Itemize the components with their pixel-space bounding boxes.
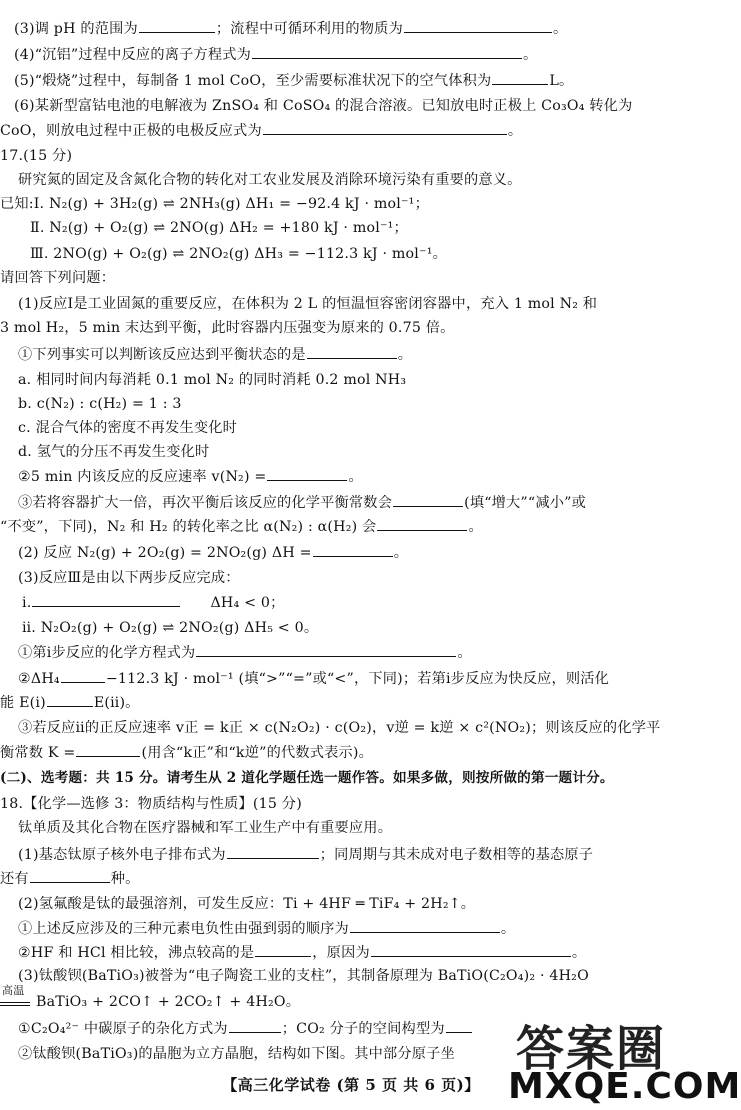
answer-blank[interactable] <box>492 70 548 85</box>
footer-text: 【高三化学试卷 (第 5 页 共 6 页)】 <box>222 1076 480 1094</box>
answer-blank[interactable] <box>313 542 393 557</box>
answer-blank[interactable] <box>350 918 500 933</box>
period: 。 <box>507 123 523 139</box>
q17-3-text: (3)反应Ⅲ是由以下两步反应完成： <box>18 570 240 586</box>
period: 。 <box>468 519 483 535</box>
elective-instructions <box>0 768 614 788</box>
reaction-3-text: Ⅲ. 2NO(g) + O₂(g) ⇌ 2NO₂(g) ΔH₃ = −112.3 kJ · mol⁻¹。 <box>30 246 447 262</box>
answer-blank[interactable] <box>404 18 552 33</box>
equals-sign <box>0 1002 30 1006</box>
q18-1-text-b: ；同周期与其未成对电子数相等的基态原子 <box>319 847 594 863</box>
answer-blank[interactable] <box>139 18 215 33</box>
q17-3-sub1 <box>18 642 472 663</box>
reaction-2 <box>30 218 408 238</box>
q18-1-line1 <box>18 844 593 865</box>
q17-3-sub2-text-d: E(ⅱ)。 <box>93 695 140 711</box>
q17-1-line1 <box>18 294 597 314</box>
reaction-1-text: 已知:Ⅰ. N₂(g) + 3H₂(g) ⇌ 2NH₃(g) ΔH₁ = −92.4 kJ · mol⁻¹； <box>0 196 429 212</box>
option-d <box>18 442 209 462</box>
elective-instructions-text: (二)、选考题：共 15 分。请考生从 2 道化学题任选一题作答。如果多做，则按所做的第一题计分。 <box>0 770 614 786</box>
period: 。 <box>457 645 472 661</box>
q18-heading <box>0 794 302 814</box>
q17-1-sub2 <box>18 466 363 487</box>
option-a <box>18 370 406 390</box>
prompt <box>0 268 115 288</box>
q18-3-sub1-text: ①C₂O₄²⁻ 中碳原子的杂化方式为 <box>18 1021 228 1037</box>
q17-1-text: (1)反应Ⅰ是工业固氮的重要反应，在体积为 2 L 的恒温恒容密闭容器中，充入 1 mol N₂ 和 <box>18 296 598 312</box>
q16-4 <box>14 44 537 65</box>
q16-5-text-a: (5)“煅烧”过程中，每制备 1 mol CoO，至少需要标准状况下的空气体积为 <box>14 73 492 89</box>
q16-6-text-b: CoO，则放电过程中正极的电极反应式为 <box>0 123 262 139</box>
q17-3-sub3-text-c: (用含“k正”和“k逆”的代数式表示)。 <box>141 745 374 761</box>
q16-4-text: (4)“沉铝”过程中反应的离子方程式为 <box>14 47 252 63</box>
answer-blank[interactable] <box>255 942 311 957</box>
q17-3-sub2-text-b: −112.3 kJ · mol⁻¹ (填“>”“=”或“<”，下同)；若第ⅰ步反应为快反应，则活化 <box>105 671 610 687</box>
answer-blank[interactable] <box>393 492 463 507</box>
period: 。 <box>500 921 516 937</box>
answer-blank[interactable] <box>30 868 110 883</box>
period: 。 <box>523 47 538 63</box>
q18-3-sub2 <box>18 1044 455 1064</box>
q17-3-sub1-text: ①第ⅰ步反应的化学方程式为 <box>18 645 196 661</box>
q17-3-sub3-text-b: 衡常数 K = <box>0 745 76 761</box>
q17-2-text: (2) 反应 N₂(g) + 2O₂(g) = 2NO₂(g) ΔH = <box>18 545 312 561</box>
q16-6-line1 <box>14 96 632 116</box>
answer-blank[interactable] <box>76 742 140 757</box>
answer-blank[interactable] <box>61 668 105 683</box>
q18-intro <box>18 818 392 838</box>
q18-title: 18.【化学—选修 3：物质结构与性质】(15 分) <box>0 796 302 812</box>
q17-3-sub2-line2 <box>0 692 140 713</box>
prompt-text: 请回答下列问题： <box>0 270 116 286</box>
q18-2 <box>18 894 475 914</box>
watermark-logo: 答案圈 <box>516 1021 667 1077</box>
step-1-enthalpy: ΔH₄ < 0； <box>210 595 285 611</box>
site-watermark <box>502 1004 741 1108</box>
q17-1-sub3-text-b: (填“增大”“减小”或 <box>464 495 586 511</box>
reaction-3 <box>30 244 447 264</box>
q18-1-text-c: 还有 <box>0 871 29 887</box>
q18-3-text: (3)钛酸钡(BaTiO₃)被誉为“电子陶瓷工业的支柱”，其制备原理为 BaTiO(C₂O₄)₂ · 4H₂O <box>18 968 589 984</box>
answer-blank[interactable] <box>32 592 180 607</box>
answer-blank[interactable] <box>446 1018 472 1033</box>
option-c-text: c. 混合气体的密度不再发生变化时 <box>18 420 237 436</box>
q17-3 <box>18 568 240 588</box>
q18-2-sub2-text: ②HF 和 HCl 相比较，沸点较高的是 <box>18 945 255 961</box>
q18-3-sub1 <box>18 1018 473 1039</box>
step-1 <box>22 592 284 613</box>
answer-blank[interactable] <box>196 642 456 657</box>
q16-3-text-a: (3)调 pH 的范围为 <box>14 21 138 37</box>
q18-2-sub1 <box>18 918 515 939</box>
answer-blank[interactable] <box>229 1018 281 1033</box>
high-temp-label: 高温 <box>2 984 25 997</box>
high-temp-arrow <box>0 984 30 1006</box>
q17-1-sub3-text-c: “不变”，下同)，N₂ 和 H₂ 的转化率之比 α(N₂) : α(H₂) 会 <box>0 519 377 535</box>
q17-1-sub2-text: ②5 min 内该反应的反应速率 v(N₂) = <box>18 469 267 485</box>
q17-2 <box>18 542 408 563</box>
q18-3-line2 <box>0 984 301 1012</box>
option-a-text: a. 相同时间内每消耗 0.1 mol N₂ 的同时消耗 0.2 mol NH₃ <box>18 372 407 388</box>
q17-number: 17.(15 分) <box>0 148 73 164</box>
q18-1-line2 <box>0 868 140 889</box>
q17-3-sub2-text-a: ②ΔH₄ <box>18 671 60 687</box>
q18-3-sub2-text: ②钛酸钡(BaTiO₃)的晶胞为立方晶胞，结构如下图。其中部分原子坐 <box>18 1046 455 1062</box>
q17-1-sub3-line2 <box>0 516 483 537</box>
step-2-text: ⅱ. N₂O₂(g) + O₂(g) ⇌ 2NO₂(g) ΔH₅ < 0。 <box>22 620 319 636</box>
q17-1-sub3-line1 <box>18 492 586 513</box>
q16-3 <box>14 18 567 39</box>
option-d-text: d. 氢气的分压不再发生变化时 <box>18 444 210 460</box>
q17-3-sub2-line1 <box>18 668 609 689</box>
q16-5 <box>14 70 573 91</box>
q17-1-text-b: 3 mol H₂，5 min 末达到平衡，此时容器内压强变为原来的 0.75 倍。 <box>0 320 455 336</box>
q18-2-sub1-text: ①上述反应涉及的三种元素电负性由强到弱的顺序为 <box>18 921 349 937</box>
q16-6-line2 <box>0 120 522 141</box>
q17-1-sub1-text: ①下列事实可以判断该反应达到平衡状态的是 <box>18 347 306 363</box>
q18-2-sub2 <box>18 942 586 963</box>
watermark-url: MXQE.COM <box>508 1066 741 1107</box>
answer-blank[interactable] <box>252 44 522 59</box>
reaction-2-text: Ⅱ. N₂(g) + O₂(g) ⇌ 2NO(g) ΔH₂ = +180 kJ · mol⁻¹； <box>30 220 408 236</box>
q18-2-sub2-text-b: ，原因为 <box>312 945 370 961</box>
period: 。 <box>393 545 409 561</box>
q17-intro-text: 研究氮的固定及含氮化合物的转化对工农业发展及消除环境污染有重要的意义。 <box>18 172 522 188</box>
q18-1-text: (1)基态钛原子核外电子排布式为 <box>18 847 226 863</box>
q17-intro <box>18 170 522 190</box>
q16-5-text-b: L。 <box>549 73 574 89</box>
step-1-label: ⅰ. <box>22 595 32 611</box>
option-b <box>18 394 182 414</box>
answer-blank[interactable] <box>227 844 319 859</box>
answer-blank[interactable] <box>307 344 397 359</box>
q17-3-sub3-text: ③若反应ⅱ的正反应速率 v正 = k正 × c(N₂O₂) · c(O₂)，v逆 = k逆 × c²(NO₂)；则该反应的化学平 <box>18 720 661 736</box>
answer-blank[interactable] <box>371 942 571 957</box>
q17-1-line2 <box>0 318 455 338</box>
q18-3-text-b: BaTiO₃ + 2CO↑ + 2CO₂↑ + 4H₂O。 <box>36 994 301 1010</box>
period: 。 <box>348 469 363 485</box>
q16-6-text: (6)某新型富钴电池的电解液为 ZnSO₄ 和 CoSO₄ 的混合溶液。已知放电时正极上 Co₃O₄ 转化为 <box>14 98 633 114</box>
q18-2-text: (2)氢氟酸是钛的最强溶剂，可发生反应：Ti + 4HF ═ TiF₄ + 2H₂↑。 <box>18 896 476 912</box>
answer-blank[interactable] <box>377 516 467 531</box>
period: 。 <box>397 347 413 363</box>
q17-3-sub3-line1 <box>18 718 660 738</box>
q16-3-text-b: ；流程中可循环利用的物质为 <box>215 21 403 37</box>
q17-1-sub3-text: ③若将容器扩大一倍，再次平衡后该反应的化学平衡常数会 <box>18 495 393 511</box>
period: 。 <box>571 945 587 961</box>
period: 。 <box>552 21 568 37</box>
q18-3-line1 <box>18 966 589 986</box>
reaction-1 <box>0 194 429 214</box>
answer-blank[interactable] <box>267 466 347 481</box>
option-c <box>18 418 237 438</box>
q17-3-sub2-text-c: 能 E(ⅰ) <box>0 695 46 711</box>
answer-blank[interactable] <box>263 120 507 135</box>
q18-intro-text: 钛单质及其化合物在医疗器械和军工业生产中有重要应用。 <box>18 820 393 836</box>
step-2 <box>22 618 318 638</box>
option-b-text: b. c(N₂) : c(H₂) = 1 : 3 <box>18 396 182 412</box>
q17-1-sub1 <box>18 344 412 365</box>
q18-3-sub1-text-b: ；CO₂ 分子的空间构型为 <box>281 1021 445 1037</box>
q17-heading <box>0 146 72 166</box>
q18-1-text-d: 种。 <box>110 871 140 887</box>
q17-3-sub3-line2 <box>0 742 373 763</box>
answer-blank[interactable] <box>47 692 93 707</box>
